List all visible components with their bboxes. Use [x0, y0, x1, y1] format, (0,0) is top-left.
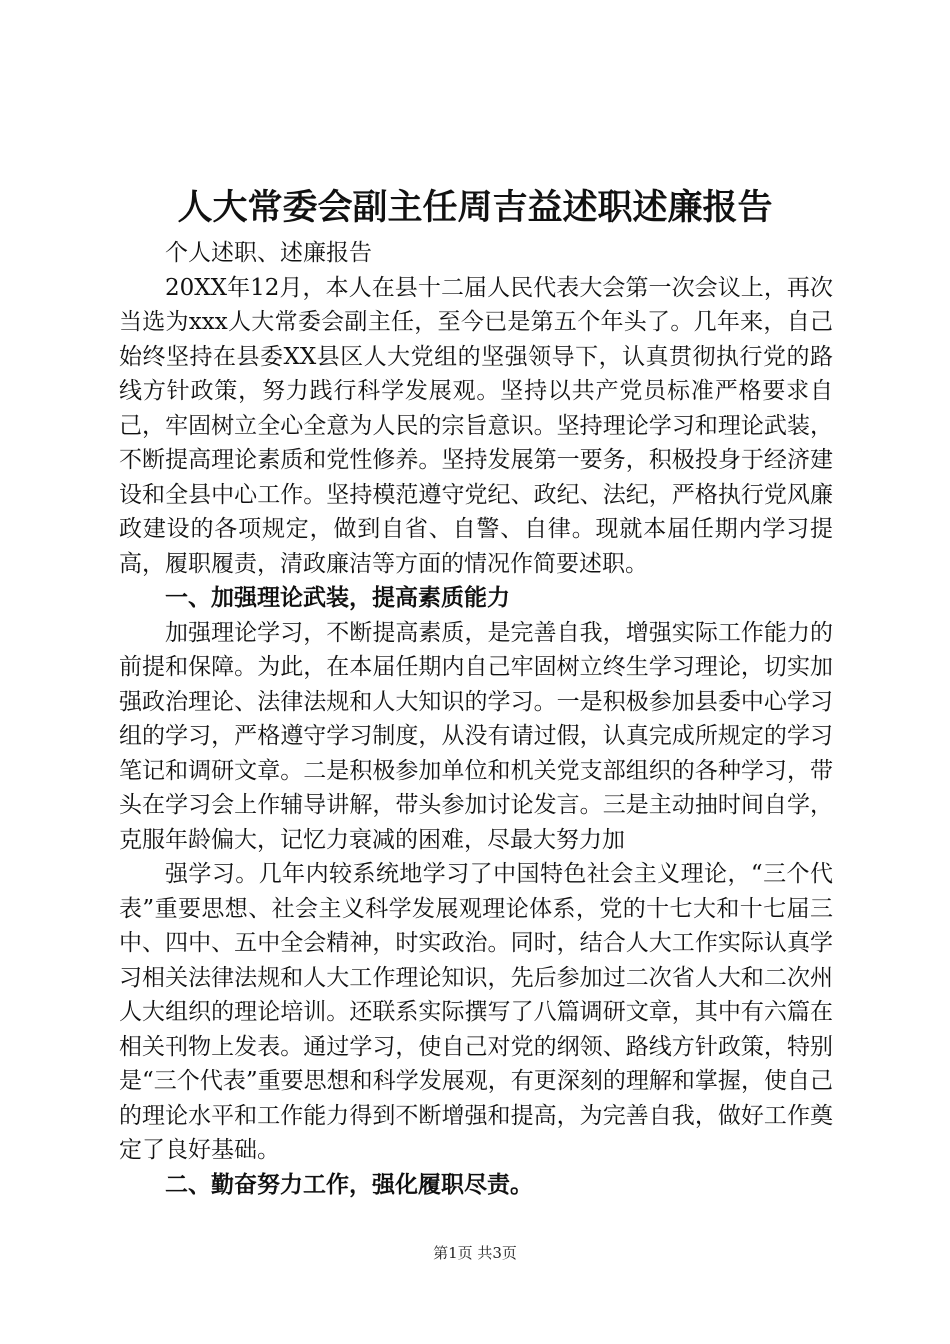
- section-2-heading: 二、勤奋努力工作，强化履职尽责。: [165, 1170, 533, 1198]
- page-footer: 第1页 共3页: [433, 1244, 517, 1262]
- document-body: [119, 236, 833, 1202]
- document-title: 人大常委会副主任周吉益述职述廉报告: [177, 187, 773, 228]
- section-1-heading: 一、加强理论武装，提高素质能力: [165, 584, 510, 611]
- intro-paragraph: 20XX年12月，本人在县十二届人民代表大会第一次会议上，再次当选为xxx人大常委会副主任，至今已是第五个年头了。几年来，自己始终坚持在县委XX县区人大党组的坚强领导下，认真贯彻执行党的路线方针政策，努力践行科学发展观。坚持以共产党员标准严格要求自己，牢固树立全心全意为人民的宗旨意识。坚持理论学习和理论武装，不断提高理论素质和党性修养。坚持发展第一要务，积极投身于经济建设和全县中心工作。坚持模范遵守党纪、政纪、法纪，严格执行党风廉政建设的各项规定，做到自省、自警、自律。现就本届任期内学习提高，履职履责，清政廉洁等方面的情况作简要述职。: [119, 274, 833, 577]
- section-1-paragraph-1: 加强理论学习，不断提高素质，是完善自我，增强实际工作能力的前提和保障。为此，在本届任期内自己牢固树立终生学习理论，切实加强政治理论、法律法规和人大知识的学习。一是积极参加县委中心学习组的学习，严格遵守学习制度，从没有请过假，认真完成所规定的学习笔记和调研文章。二是积极参加单位和机关党支部组织的各种学习，带头在学习会上作辅导讲解，带头参加讨论发言。三是主动抽时间自学，克服年龄偏大，记忆力衰减的困难，尽最大努力加: [119, 619, 833, 853]
- section-1-paragraph-2: 强学习。几年内较系统地学习了中国特色社会主义理论，“三个代表”重要思想、社会主义科学发展观理论体系，党的十七大和十七届三中、四中、五中全会精神，时实政治。同时，结合人大工作实际认真学习相关法律法规和人大工作理论知识，先后参加过二次省人大和二次州人大组织的理论培训。还联系实际撰写了八篇调研文章，其中有六篇在相关刊物上发表。通过学习，使自己对党的纲领、路线方针政策，特别是“三个代表”重要思想和科学发展观，有更深刻的理解和掌握，使自己的理论水平和工作能力得到不断增强和提高，为完善自我，做好工作奠定了良好基础。: [119, 861, 833, 1163]
- subtitle-line: 个人述职、述廉报告: [165, 240, 372, 266]
